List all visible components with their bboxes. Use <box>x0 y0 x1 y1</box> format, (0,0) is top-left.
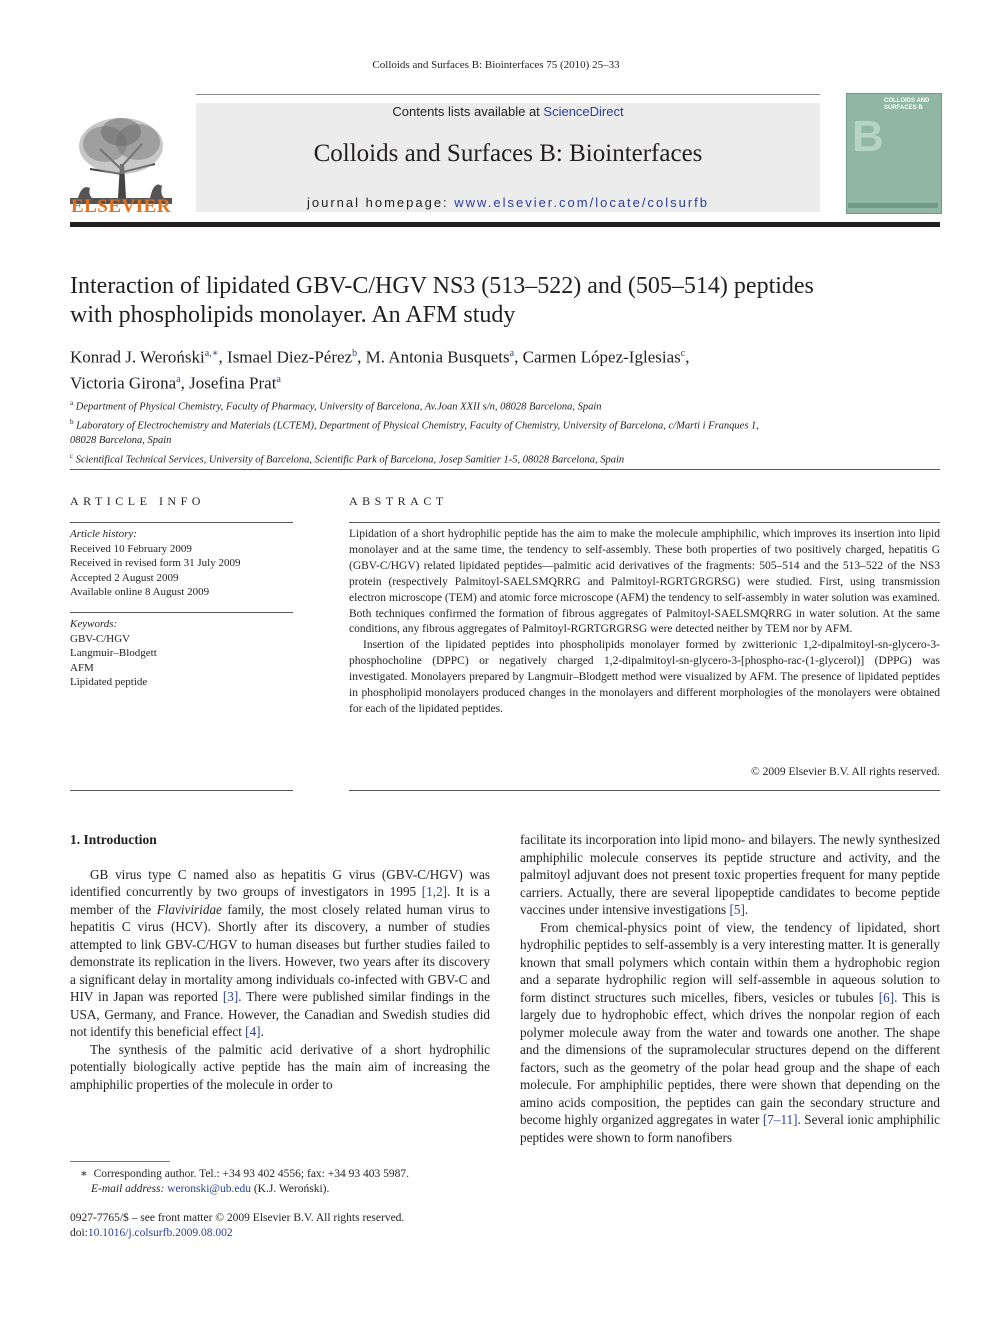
affiliation-b-cont <box>70 434 940 449</box>
text-run: facilitate its incorporation into lipid mono- and bilayers. The newly synthesized amphiphilic molecule conserves its peptide structure and activity, and the palmitoyl adjuvant does not present toxic properties frequent for many peptide carriers. Actually, there are several lipopeptide candidates to become peptide vaccines under intensive investigations <box>520 832 940 917</box>
affiliation-sup: a <box>70 399 74 407</box>
keyword: GBV-C/HGV <box>70 632 131 645</box>
cover-letter-mark: B <box>852 112 884 161</box>
author-sup[interactable]: a <box>276 373 281 385</box>
abstract-heading: ABSTRACT <box>349 494 448 508</box>
affiliation-rule <box>70 469 940 470</box>
text-run-italic: Flaviviridae <box>156 901 222 917</box>
intro-paragraph-2: The synthesis of the palmitic acid derivative of a short hydrophilic potentially biologically active peptide has the main aim of increasing the amphiphilic properties of the molecule in order to <box>70 1041 490 1092</box>
author-name[interactable]: Josefina Prat <box>189 373 277 393</box>
text-run: . <box>260 1024 264 1039</box>
article-history <box>70 527 293 600</box>
author-sep: , <box>685 347 690 367</box>
author-sep: , <box>180 373 190 393</box>
author-sep: , <box>357 347 366 367</box>
author-name[interactable]: Ismael Diez-Pérez <box>227 347 353 367</box>
abstract-copyright: © 2009 Elsevier B.V. All rights reserved. <box>751 766 940 778</box>
history-item: Available online 8 August 2009 <box>70 586 210 598</box>
title-line-2: with phospholipids monolayer. An AFM study <box>70 302 516 328</box>
author-sup[interactable]: a <box>509 348 515 359</box>
author-list <box>70 343 940 394</box>
article-info-heading: ARTICLE INFO <box>70 494 205 508</box>
journal-name: Colloids and Surfaces B: Biointerfaces <box>313 140 703 167</box>
intro-paragraph-1 <box>70 866 490 1041</box>
history-item: Accepted 2 August 2009 <box>70 571 179 584</box>
text-run: . <box>744 902 749 917</box>
author-name[interactable]: M. Antonia Busquets <box>365 347 510 367</box>
affiliations <box>70 396 940 468</box>
affiliation-b <box>70 415 940 434</box>
article-title <box>70 272 940 330</box>
history-label: Article history: <box>70 528 137 540</box>
text-run: . There were published similar findings in the USA, Germany, and France. However, the Canadian and Swedish studies did not identify this beneficial effect <box>70 989 490 1039</box>
body-right-column <box>520 831 940 1146</box>
text-run: . Several ionic amphiphilic peptides were shown to form nanofibers <box>520 1112 940 1145</box>
keyword: AFM <box>70 661 94 674</box>
footnote-rule <box>70 1161 170 1162</box>
abstract-bottom-rule <box>349 790 940 791</box>
article-info-bottom-rule <box>70 790 293 791</box>
corresponding-author-note <box>70 1167 490 1197</box>
homepage-link[interactable]: www.elsevier.com/locate/colsurfb <box>454 195 710 210</box>
running-head: Colloids and Surfaces B: Biointerfaces 75 (2010) 25–33 <box>372 59 620 71</box>
author-sep: , <box>514 347 523 367</box>
author-sup[interactable]: b <box>352 348 358 359</box>
text-run: . This is largely due to hydrophobic effect, which drives the nonpolar region of each polymer molecule away from the water and towards one another. The shape and the dimensions of the supramolecular structures depend on the different factors, such as the geometry of the polar head group and the shape of each molecule. For amphiphilic peptides, there were shown that depending on the amino acids composition, the peptides can gain the secondary structure and become highly organized aggregates in water <box>520 989 940 1127</box>
text-run: family, the most closely related human virus to hepatitis C virus (HCV). Shortly after its discovery, a number of studies attempted to link GBV-C/HGV to human diseases but further studies failed to demonstrate its replication in the livers. However, two years after its discovery a significant delay in mortality among individuals co-infected with GBV-C and HIV in Japan was reported <box>70 901 490 1004</box>
doi-line <box>70 1226 490 1241</box>
email-label: E-mail address: <box>91 1183 165 1195</box>
author-sup[interactable]: a <box>176 373 181 385</box>
sciencedirect-link[interactable]: ScienceDirect <box>543 104 624 119</box>
abstract-rule <box>349 522 940 523</box>
intro-heading: 1. Introduction <box>70 832 157 847</box>
corr-mark: ∗ <box>80 1168 88 1180</box>
affiliation-sup: c <box>70 451 74 460</box>
intro-paragraph-3 <box>520 919 940 1147</box>
affiliation-text: Laboratory of Electrochemistry and Materials (LCTEM), Department of Physical Chemistry, Faculty of Chemistry, University of Barcelona, c/Marti i Franques 1, <box>76 420 759 432</box>
keywords-rule <box>70 612 293 613</box>
contents-prefix: Contents lists available at <box>392 104 544 119</box>
email-link[interactable]: weronski@ub.edu <box>167 1183 251 1195</box>
keyword: Langmuir–Blodgett <box>70 647 157 659</box>
text-run: . It is a member of the <box>70 884 490 917</box>
front-matter-note <box>70 1211 490 1241</box>
keywords-label: Keywords: <box>70 618 118 630</box>
issn-line: 0927-7765/$ – see front matter © 2009 Elsevier B.V. All rights reserved. <box>70 1212 405 1224</box>
affiliation-c <box>70 449 940 468</box>
author-name[interactable]: Konrad J. Weroński <box>70 347 205 367</box>
abstract-paragraph-1: Lipidation of a short hydrophilic peptide has the aim to make the molecule amphiphilic, which improves its insertion into lipid monolayer and at the same time, the tendency to self-assembly. These both properties of two positively charged, hepatitis G (GBV-C/HGV) related lipidated peptides—palmitic acid derivatives of the fragments: 505–514 and the 513–522 of the NS3 protein (respectively Palmitoyl-SAELSMQRRG and Palmitoyl-RGRTGRGRSG) were studied. First, using transmission electron microscope (TEM) and atomic force microscope (AFM) the tendency to self-assembly in water solution was examined. Both techniques confirmed the formation of fibrous aggregates of Palmitoyl-SAELSMQRRG in water solution. At the same conditions, any fibrous aggregates of Palmitoyl-RGRTGRGRSG were detected neither by TEM nor by AFM. <box>349 528 940 636</box>
email-name: (K.J. Weroński). <box>253 1183 330 1195</box>
header-rule <box>70 222 940 227</box>
author-sup[interactable]: c <box>680 348 686 359</box>
publisher-logo-text: ELSEVIER <box>70 196 172 217</box>
affiliation-a <box>70 396 940 415</box>
corr-text: Corresponding author. Tel.: +34 93 402 4556; fax: +34 93 403 5987. <box>93 1168 409 1180</box>
contents-line <box>196 104 820 119</box>
author-name[interactable]: Victoria Girona <box>70 373 177 393</box>
history-item: Received in revised form 31 July 2009 <box>70 557 241 569</box>
text-run: From chemical-physics point of view, the tendency of lipidated, short hydrophilic peptides to self-assembly is a very interesting matter. It is generally known that small polymers which contain within them a hydrophobic region and a separate hydrophilic region will self-assemble in aqueous solution to form distinct structures such micelles, fibers, vesicles or tubules <box>520 919 940 1005</box>
article-info-rule <box>70 522 293 523</box>
affiliation-text: 08028 Barcelona, Spain <box>70 435 172 446</box>
citation-link[interactable]: [7–11] <box>762 1112 798 1127</box>
intro-paragraph-2-cont <box>520 831 940 919</box>
citation-link[interactable]: [5] <box>729 902 745 917</box>
cover-footer-bar <box>848 203 938 208</box>
history-item: Received 10 February 2009 <box>70 542 192 555</box>
affiliation-text: Scientifical Technical Services, University of Barcelona, Scientific Park of Barcelona, Josep Samitier 1-5, 08028 Barcelona, Spain <box>75 454 625 465</box>
citation-link[interactable]: [3] <box>222 989 239 1004</box>
keyword: Lipidated peptide <box>70 676 148 688</box>
text-run: GB virus type C named also as hepatitis G virus (GBV-C/HGV) was identified concurrently by two groups of investigators in 1995 <box>70 866 490 899</box>
citation-link[interactable]: [4] <box>245 1024 261 1039</box>
journal-homepage <box>196 195 820 210</box>
abstract-paragraph-2: Insertion of the lipidated peptides into phospholipids monolayer formed by zwitterionic 1,2-dipalmitoyl-sn-glycero-3-phosphocholine (DPPC) or negatively charged 1,2-dipalmitoyl-sn-glycero-3-[phospho-rac-(1-glycerol)] (DPPG) was investigated. Monolayers prepared by Langmuir–Blodgett method were visualized by AFM. The presence of lipidated peptides in phospholipid monolayers produced changes in the monolayers and different morphologies of the monolayers were obtained for each of the lipidated peptides. <box>349 639 940 715</box>
homepage-prefix: journal homepage: <box>306 195 455 210</box>
doi-link[interactable]: 10.1016/j.colsurfb.2009.08.002 <box>87 1227 233 1239</box>
keywords <box>70 617 293 690</box>
citation-link[interactable]: [6] <box>878 989 895 1005</box>
body-left-column <box>70 831 490 1093</box>
masthead-top-rule <box>196 94 820 95</box>
author-name[interactable]: Carmen López-Iglesias <box>522 347 681 367</box>
author-sep: , <box>218 347 228 367</box>
affiliation-text: Department of Physical Chemistry, Faculty of Pharmacy, University of Barcelona, Av.Joan XXII s/n, 08028 Barcelona, Spain <box>75 401 602 413</box>
doi-label: doi: <box>70 1227 88 1239</box>
abstract-body <box>349 527 940 718</box>
title-line-1: Interaction of lipidated GBV-C/HGV NS3 (513–522) and (505–514) peptides <box>70 273 814 299</box>
affiliation-sup: b <box>70 418 74 426</box>
citation-link[interactable]: [1,2] <box>421 884 448 899</box>
cover-title: COLLOIDS AND SURFACES B <box>884 98 930 111</box>
author-sup[interactable]: a,∗ <box>204 348 219 359</box>
